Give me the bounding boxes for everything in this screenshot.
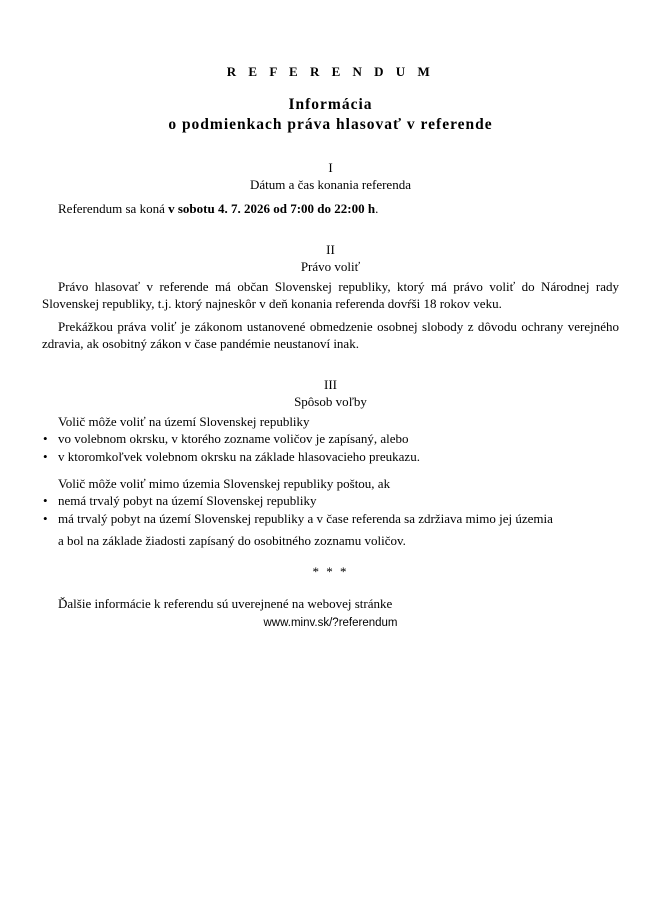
- postal-voting-list: [42, 492, 619, 528]
- section-title: Právo voliť: [300, 259, 361, 274]
- bullet-icon: •: [43, 431, 48, 446]
- date-text-prefix: Referendum sa koná: [58, 201, 165, 216]
- section-title: Spôsob voľby: [294, 394, 367, 409]
- postal-voting-intro: Volič môže voliť mimo územia Slovenskej republiky poštou, ak: [58, 476, 391, 491]
- section-right-to-vote: [42, 242, 619, 352]
- section-title: Dátum a čas konania referenda: [250, 177, 411, 192]
- subtitle-line-1: Informácia: [288, 96, 373, 113]
- referendum-date-text: [42, 200, 619, 217]
- list-item-text: nemá trvalý pobyt na území Slovenskej republiky: [58, 493, 317, 508]
- section-date-time: [42, 160, 619, 217]
- list-item: [42, 430, 619, 448]
- section-voting-method: [42, 377, 619, 549]
- postal-voting-continuation: a bol na základe žiadosti zapísaný do osobitného zoznamu voličov.: [58, 533, 406, 548]
- subtitle-line-2: o podmienkach práva hlasovať v referende: [168, 116, 493, 133]
- list-item: [42, 448, 619, 466]
- bullet-icon: •: [43, 511, 48, 526]
- right-to-vote-paragraph: Právo hlasovať v referende má občan Slovenskej republiky, ktorý má právo voliť do Národnej rady Slovenskej republiky, t.j. ktorý najneskôr v deň konania referenda dovŕši 18 rokov veku.: [42, 279, 619, 311]
- list-item: [42, 492, 619, 510]
- domestic-voting-list: [42, 430, 619, 466]
- bullet-icon: •: [43, 493, 48, 508]
- referendum-website-link[interactable]: www.minv.sk/?referendum: [263, 617, 398, 629]
- date-text-suffix: .: [375, 201, 379, 216]
- list-item-text: vo volebnom okrsku, v ktorého zozname voličov je zapísaný, alebo: [58, 431, 409, 446]
- list-item-text: v ktoromkoľvek volebnom okrsku na základe hlasovacieho preukazu.: [58, 449, 420, 464]
- section-number: II: [326, 242, 335, 257]
- vote-obstacle-paragraph: Prekážkou práva voliť je zákonom ustanovené obmedzenie osobnej slobody z dôvodu ochrany verejného zdravia, ak osobitný zákon v čase pandémie neustanoví inak.: [42, 319, 619, 351]
- list-item: [42, 510, 619, 528]
- section-number: III: [324, 377, 337, 392]
- domestic-voting-intro: Volič môže voliť na území Slovenskej republiky: [58, 414, 310, 429]
- list-item-text: má trvalý pobyt na území Slovenskej republiky a v čase referenda sa zdržiava mimo jej územia: [58, 511, 553, 526]
- document-subtitle: [42, 95, 619, 135]
- more-info-text: Ďalšie informácie k referendu sú uverejnené na webovej stránke: [58, 596, 393, 611]
- section-number: I: [328, 160, 333, 175]
- date-text-bold: v sobotu 4. 7. 2026 od 7:00 do 22:00 h: [168, 201, 376, 216]
- document-title: R E F E R E N D U M: [226, 64, 435, 79]
- separator-stars: * * *: [312, 564, 349, 579]
- bullet-icon: •: [43, 449, 48, 464]
